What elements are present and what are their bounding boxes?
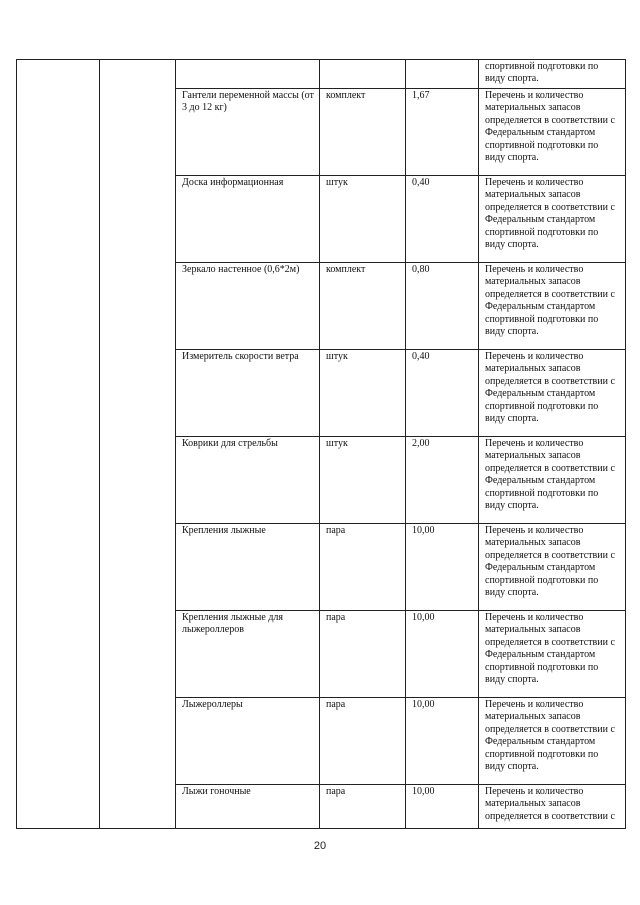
unit-cell: пара bbox=[320, 611, 406, 698]
note-cell: Перечень и количество материальных запасов определяется в соответствии с Федеральным стандартом спортивной подготовки по виду спорта. bbox=[479, 89, 626, 176]
item-name-cell: Лыжи гоночные bbox=[176, 785, 320, 829]
quantity-cell: 2,00 bbox=[406, 437, 479, 524]
note-cell: Перечень и количество материальных запасов определяется в соответствии с Федеральным стандартом спортивной подготовки по виду спорта. bbox=[479, 350, 626, 437]
unit-cell: пара bbox=[320, 785, 406, 829]
merged-column-2-cell bbox=[100, 60, 176, 829]
unit-cell: штук bbox=[320, 437, 406, 524]
merged-column-1-cell bbox=[17, 60, 100, 829]
unit-cell: штук bbox=[320, 350, 406, 437]
note-cell: Перечень и количество материальных запасов определяется в соответствии с Федеральным стандартом спортивной подготовки по виду спорта. bbox=[479, 611, 626, 698]
item-name-cell bbox=[176, 60, 320, 89]
item-name-cell: Доска информационная bbox=[176, 176, 320, 263]
quantity-cell: 10,00 bbox=[406, 611, 479, 698]
quantity-cell: 0,80 bbox=[406, 263, 479, 350]
equipment-table bbox=[16, 59, 626, 829]
note-cell: Перечень и количество материальных запасов определяется в соответствии с Федеральным стандартом спортивной подготовки по виду спорта. bbox=[479, 263, 626, 350]
quantity-cell: 1,67 bbox=[406, 89, 479, 176]
note-cell: Перечень и количество материальных запасов определяется в соответствии с bbox=[479, 785, 626, 829]
item-name-cell: Коврики для стрельбы bbox=[176, 437, 320, 524]
unit-cell: пара bbox=[320, 698, 406, 785]
unit-cell: штук bbox=[320, 176, 406, 263]
item-name-cell: Зеркало настенное (0,6*2м) bbox=[176, 263, 320, 350]
quantity-cell: 10,00 bbox=[406, 698, 479, 785]
item-name-cell: Лыжероллеры bbox=[176, 698, 320, 785]
quantity-cell: 10,00 bbox=[406, 524, 479, 611]
item-name-cell: Измеритель скорости ветра bbox=[176, 350, 320, 437]
unit-cell bbox=[320, 60, 406, 89]
note-cell: спортивной подготовки по виду спорта. bbox=[479, 60, 626, 89]
quantity-cell: 0,40 bbox=[406, 350, 479, 437]
item-name-cell: Крепления лыжные bbox=[176, 524, 320, 611]
unit-cell: пара bbox=[320, 524, 406, 611]
quantity-cell: 10,00 bbox=[406, 785, 479, 829]
quantity-cell: 0,40 bbox=[406, 176, 479, 263]
note-cell: Перечень и количество материальных запасов определяется в соответствии с Федеральным стандартом спортивной подготовки по виду спорта. bbox=[479, 698, 626, 785]
note-cell: Перечень и количество материальных запасов определяется в соответствии с Федеральным стандартом спортивной подготовки по виду спорта. bbox=[479, 437, 626, 524]
page-number: 20 bbox=[313, 840, 327, 852]
note-cell: Перечень и количество материальных запасов определяется в соответствии с Федеральным стандартом спортивной подготовки по виду спорта. bbox=[479, 524, 626, 611]
table-row-continuation bbox=[17, 60, 626, 89]
unit-cell: комплект bbox=[320, 263, 406, 350]
unit-cell: комплект bbox=[320, 89, 406, 176]
item-name-cell: Гантели переменной массы (от 3 до 12 кг) bbox=[176, 89, 320, 176]
quantity-cell bbox=[406, 60, 479, 89]
equipment-table-body bbox=[17, 60, 626, 829]
item-name-cell: Крепления лыжные для лыжероллеров bbox=[176, 611, 320, 698]
note-cell: Перечень и количество материальных запасов определяется в соответствии с Федеральным стандартом спортивной подготовки по виду спорта. bbox=[479, 176, 626, 263]
